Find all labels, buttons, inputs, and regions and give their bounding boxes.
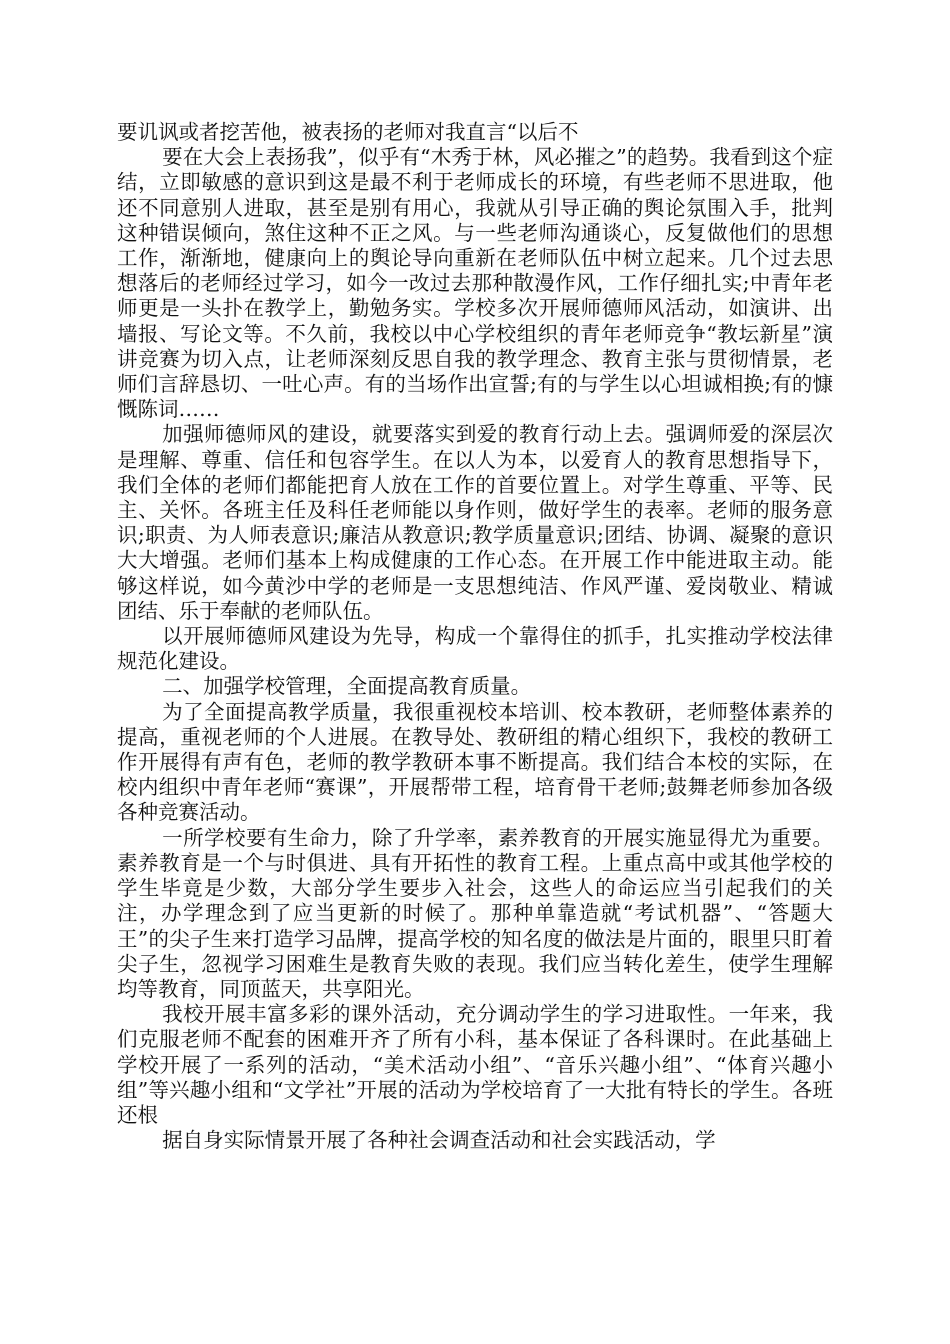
section-heading-2: 二、加强学校管理，全面提高教育质量。 [162, 674, 532, 699]
paragraph-2: 要在大会上表扬我”，似乎有“木秀于林，风必摧之”的趋势。我看到这个症结，立即敏感的意识到这是最不利于老师成长的环境，有些老师不思进取，他还不同意别人进取，甚至是别有用心，我就从引导正确的舆论氛围入手，批判这种错误倾向，煞住这种不正之风。与一些老师沟通谈心，反复做他们的思想工作，渐渐地，健康向上的舆论导向重新在老师队伍中树立起来。几个过去思想落后的老师经过学习，如今一改过去那种散漫作风，工作仔细扎实;中青年老师更是一头扑在教学上，勤勉务实。学校多次开展师德师风活动，如演讲、出墙报、写论文等。不久前，我校以中心学校组织的青年老师竞争“教坛新星”演讲竞赛为切入点，让老师深刻反思自我的教学理念、教育主张与贯彻情景，老师们言辞恳切、一吐心声。有的当场作出宣誓;有的与学生以心坦诚相换;有的慷慨陈词…… [117, 145, 833, 422]
document-page [117, 120, 833, 1153]
paragraph-3: 加强师德师风的建设，就要落实到爱的教育行动上去。强调师爱的深层次是理解、尊重、信任和包容学生。在以人为本，以爱育人的教育思想指导下，我们全体的老师们都能把育人放在工作的首要位置上。对学生尊重、平等、民主、关怀。各班主任及科任老师能以身作则，做好学生的表率。老师的服务意识;职责、为人师表意识;廉洁从教意识;教学质量意识;团结、协调、凝聚的意识大大增强。老师们基本上构成健康的工作心态。在开展工作中能进取主动。能够这样说，如今黄沙中学的老师是一支思想纯洁、作风严谨、爱岗敬业、精诚团结、乐于奉献的老师队伍。 [117, 422, 833, 623]
paragraph-8: 据自身实际情景开展了各种社会调查活动和社会实践活动，学 [162, 1128, 716, 1153]
paragraph-4: 以开展师德师风建设为先导，构成一个靠得住的抓手，扎实推动学校法律规范化建设。 [117, 624, 833, 674]
paragraph-7: 我校开展丰富多彩的课外活动，充分调动学生的学习进取性。一年来，我们克服老师不配套的困难开齐了所有小科，基本保证了各科课时。在此基础上学校开展了一系列的活动，“美术活动小组”、“音乐兴趣小组”、“体育兴趣小组”等兴趣小组和“文学社”开展的活动为学校培育了一大批有特长的学生。各班还根 [117, 1002, 833, 1127]
paragraph-6: 一所学校要有生命力，除了升学率，素养教育的开展实施显得尤为重要。素养教育是一个与时俱进、具有开拓性的教育工程。上重点高中或其他学校的学生毕竟是少数，大部分学生要步入社会，这些人的命运应当引起我们的关注，办学理念到了应当更新的时候了。那种单靠造就“考试机器”、“答题大王”的尖子生来打造学习品牌，提高学校的知名度的做法是片面的，眼里只盯着尖子生，忽视学习困难生是教育失败的表现。我们应当转化差生，使学生理解均等教育，同顶蓝天，共享阳光。 [117, 825, 833, 1001]
paragraph-1: 要讥讽或者挖苦他，被表扬的老师对我直言“以后不 [117, 120, 579, 144]
paragraph-5: 为了全面提高教学质量，我很重视校本培训、校本教研，老师整体素养的提高，重视老师的个人进展。在教导处、教研组的精心组织下，我校的教研工作开展得有声有色，老师的教学教研本事不断提高。我们结合本校的实际，在校内组织中青年老师“赛课”，开展帮带工程，培育骨干老师;鼓舞老师参加各级各种竞赛活动。 [117, 699, 833, 825]
